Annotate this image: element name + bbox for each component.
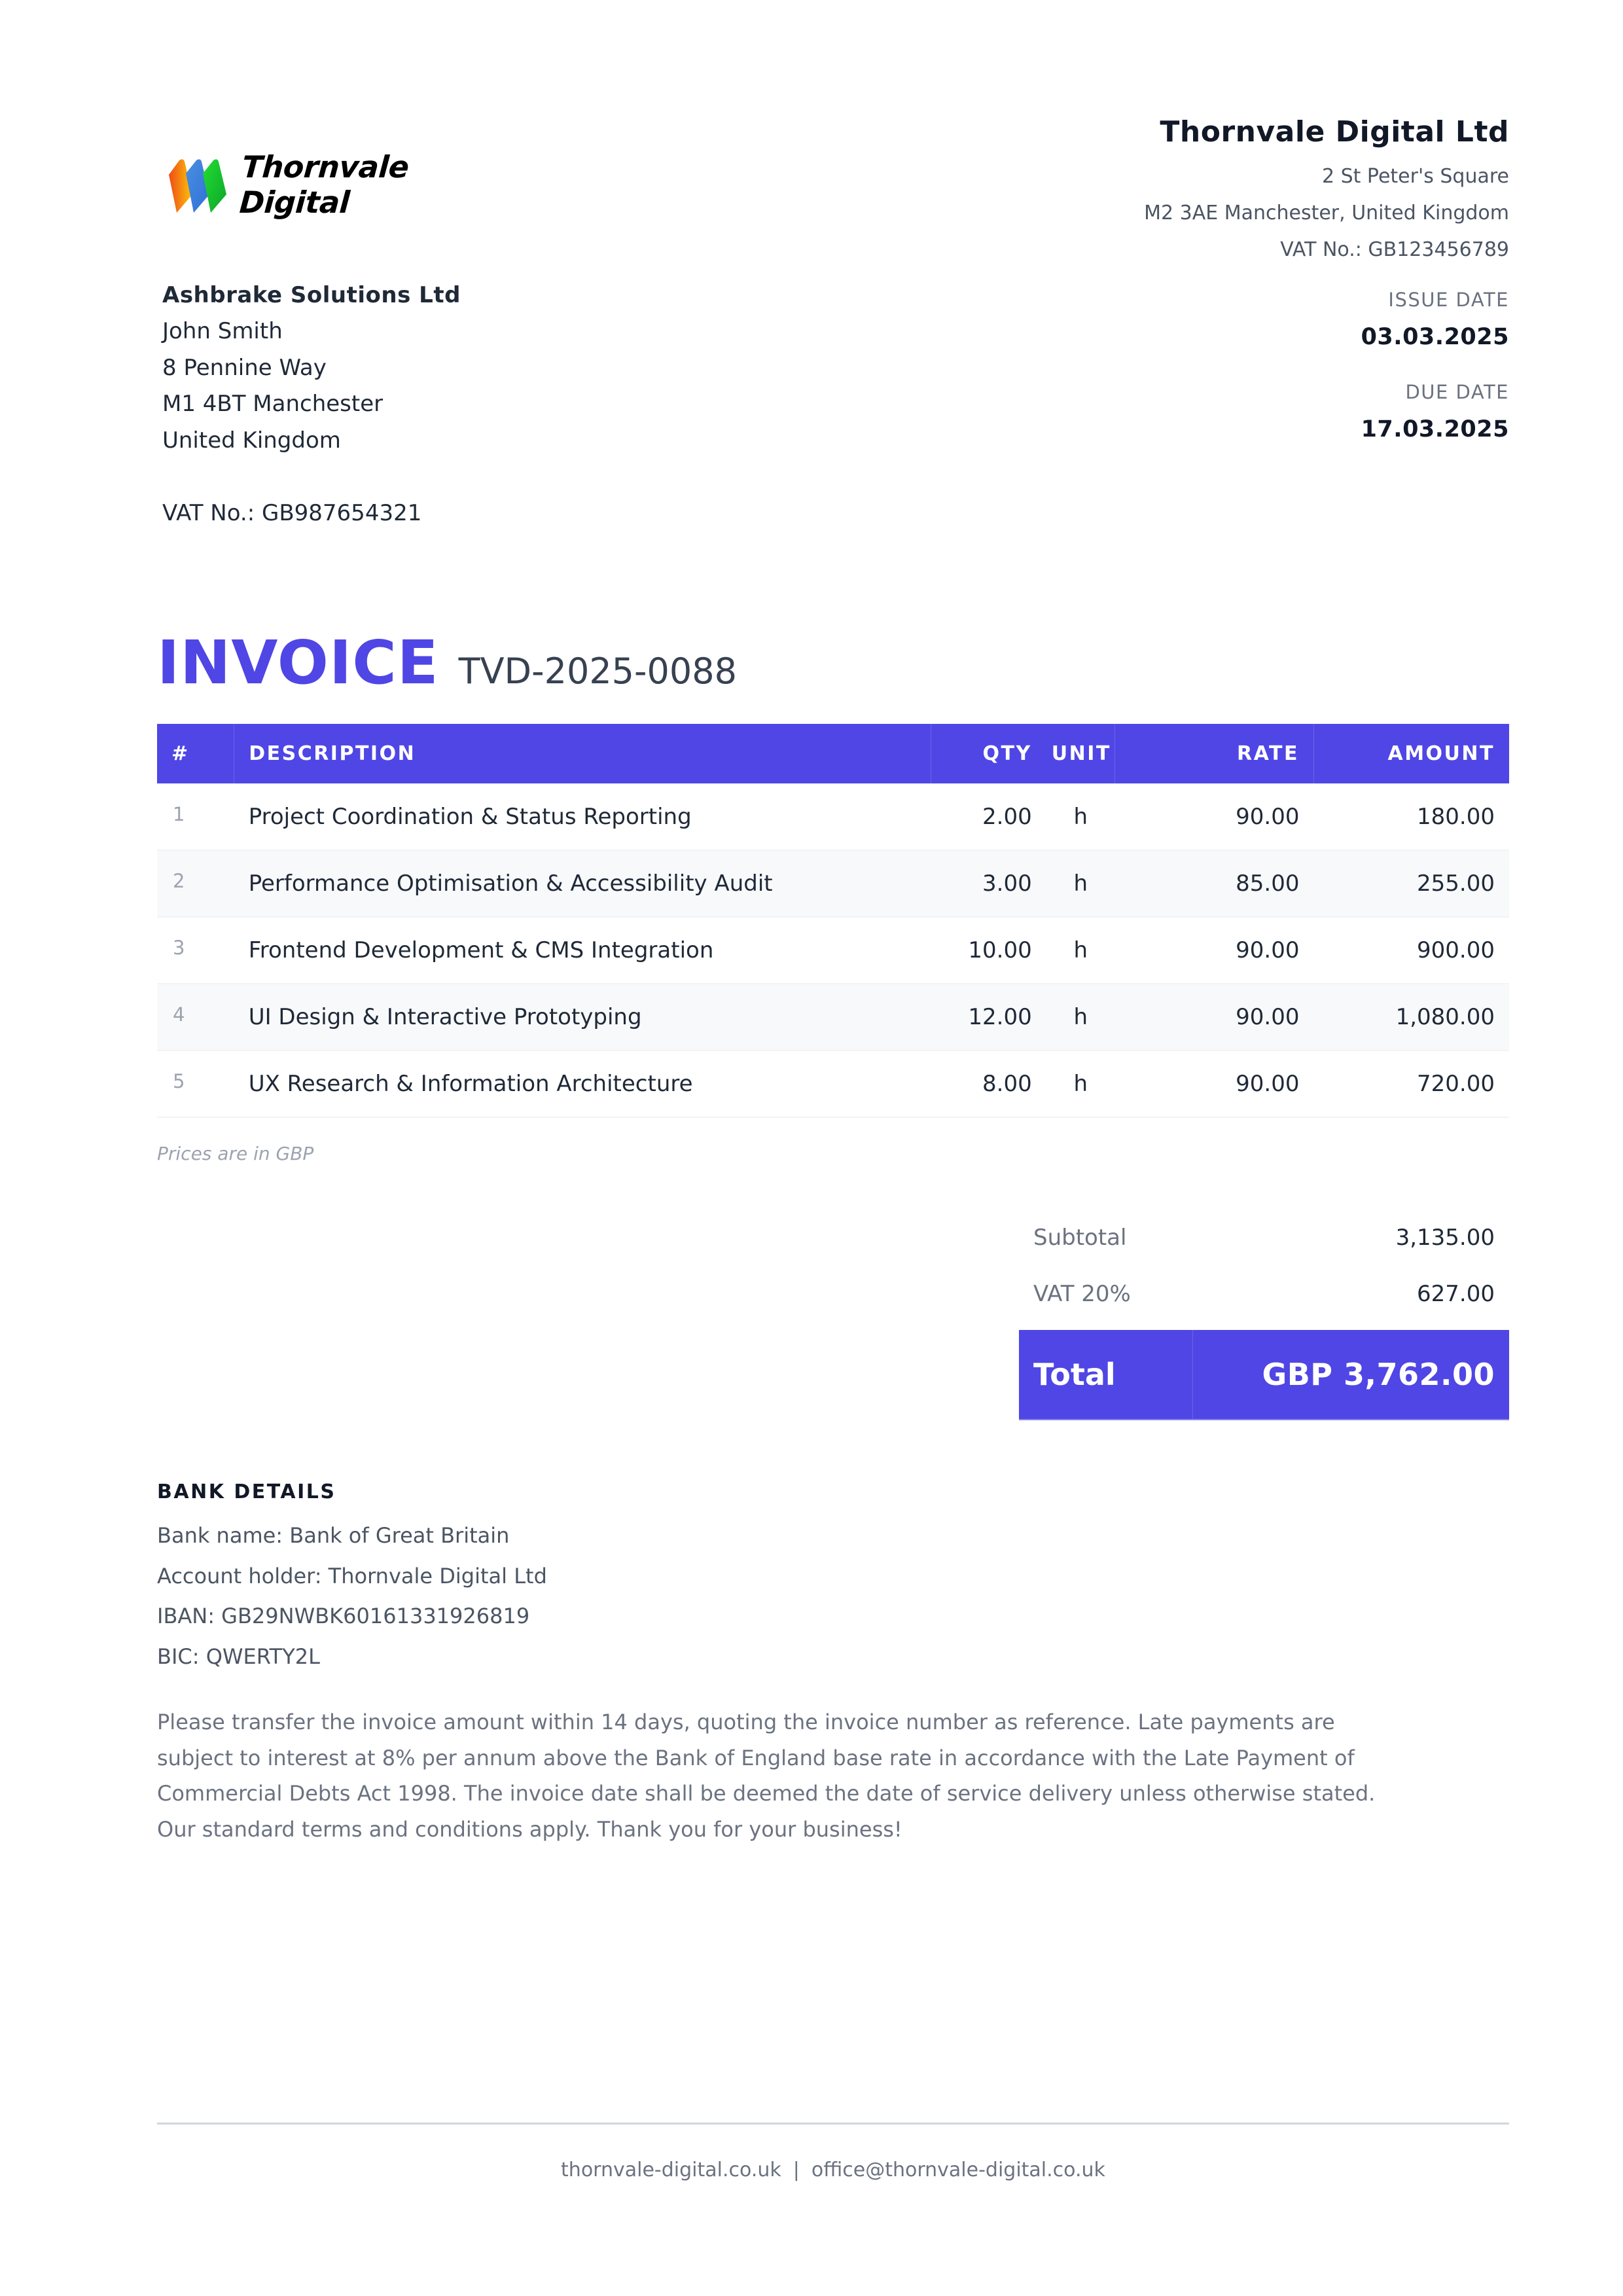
subtotal-row bbox=[1019, 1210, 1509, 1266]
subtotal-value: 3,135.00 bbox=[1395, 1225, 1495, 1251]
row-unit: h bbox=[1046, 984, 1115, 1050]
row-unit: h bbox=[1046, 850, 1115, 917]
terms-line: Our standard terms and conditions apply. Thank you for your business! bbox=[157, 1816, 902, 1842]
row-unit: h bbox=[1046, 917, 1115, 984]
row-index: 2 bbox=[157, 850, 234, 917]
row-index: 4 bbox=[157, 984, 234, 1050]
row-qty: 10.00 bbox=[931, 917, 1046, 984]
column-header-unit: UNIT bbox=[1046, 724, 1115, 783]
row-rate: 85.00 bbox=[1115, 850, 1314, 917]
due-date-block bbox=[1116, 379, 1509, 446]
client-country: United Kingdom bbox=[162, 427, 341, 454]
vat-row bbox=[1019, 1266, 1509, 1322]
table-row bbox=[157, 984, 1509, 1050]
seller-address-line2: M2 3AE Manchester, United Kingdom bbox=[1144, 202, 1509, 224]
row-index: 5 bbox=[157, 1050, 234, 1117]
bic: BIC: QWERTY2L bbox=[157, 1643, 320, 1669]
seller-name: Thornvale Digital Ltd bbox=[1160, 115, 1509, 149]
row-description: Project Coordination & Status Reporting bbox=[234, 783, 931, 850]
currency-note: Prices are in GBP bbox=[157, 1143, 314, 1164]
footer bbox=[157, 2159, 1509, 2181]
footer-website-link[interactable]: thornvale-digital.co.uk bbox=[561, 2159, 781, 2181]
bank-details bbox=[157, 1477, 942, 1677]
client-vat: VAT No.: GB987654321 bbox=[162, 500, 422, 526]
line-items-table bbox=[157, 724, 1509, 1118]
row-amount: 255.00 bbox=[1314, 850, 1510, 917]
row-amount: 1,080.00 bbox=[1314, 984, 1510, 1050]
row-amount: 180.00 bbox=[1314, 783, 1510, 850]
invoice-title: INVOICE bbox=[157, 628, 439, 698]
row-amount: 720.00 bbox=[1314, 1050, 1510, 1117]
grand-total-box bbox=[1019, 1330, 1509, 1420]
iban: IBAN: GB29NWBK60161331926819 bbox=[157, 1604, 530, 1628]
terms-line: Please transfer the invoice amount within 14 days, quoting the invoice number as reference. Late payments are bbox=[157, 1710, 1335, 1734]
row-amount: 900.00 bbox=[1314, 917, 1510, 984]
due-date-value: 17.03.2025 bbox=[1361, 416, 1509, 442]
row-rate: 90.00 bbox=[1115, 917, 1314, 984]
bank-name: Bank name: Bank of Great Britain bbox=[157, 1523, 510, 1548]
invoice-number: TVD-2025-0088 bbox=[458, 651, 737, 692]
client-contact: John Smith bbox=[162, 318, 283, 344]
seller-vat: VAT No.: GB123456789 bbox=[1280, 238, 1509, 261]
client-info bbox=[162, 278, 817, 531]
issue-date-label: ISSUE DATE bbox=[1388, 289, 1509, 311]
row-qty: 2.00 bbox=[931, 783, 1046, 850]
row-unit: h bbox=[1046, 1050, 1115, 1117]
table-row bbox=[157, 783, 1509, 850]
vat-label: VAT 20% bbox=[1033, 1281, 1131, 1307]
due-date-label: DUE DATE bbox=[1405, 381, 1509, 403]
account-holder: Account holder: Thornvale Digital Ltd bbox=[157, 1563, 547, 1588]
total-label: Total bbox=[1019, 1330, 1193, 1419]
row-description: Frontend Development & CMS Integration bbox=[234, 917, 931, 984]
row-unit: h bbox=[1046, 783, 1115, 850]
issue-date-block bbox=[1116, 287, 1509, 353]
total-value: GBP 3,762.00 bbox=[1262, 1357, 1495, 1392]
company-logo bbox=[165, 149, 518, 220]
subtotal-label: Subtotal bbox=[1033, 1225, 1127, 1251]
footer-email-link[interactable]: office@thornvale-digital.co.uk bbox=[811, 2159, 1105, 2181]
seller-info bbox=[855, 113, 1509, 268]
table-row bbox=[157, 850, 1509, 917]
table-header-row bbox=[157, 724, 1509, 783]
vat-value: 627.00 bbox=[1417, 1281, 1495, 1307]
row-qty: 8.00 bbox=[931, 1050, 1046, 1117]
terms-line: subject to interest at 8% per annum above the Bank of England base rate in accordance with the Late Payment of bbox=[157, 1745, 1355, 1770]
footer-divider bbox=[157, 2123, 1509, 2125]
row-description: Performance Optimisation & Accessibility Audit bbox=[234, 850, 931, 917]
invoice-heading bbox=[157, 627, 737, 708]
logo-mark-icon bbox=[165, 155, 237, 214]
table-row bbox=[157, 917, 1509, 984]
row-rate: 90.00 bbox=[1115, 1050, 1314, 1117]
totals-summary bbox=[1019, 1210, 1509, 1322]
column-header-rate: RATE bbox=[1115, 724, 1314, 783]
column-header-index: # bbox=[157, 724, 234, 783]
column-header-qty: QTY bbox=[931, 724, 1046, 783]
footer-separator: | bbox=[793, 2159, 800, 2181]
issue-date-value: 03.03.2025 bbox=[1361, 324, 1509, 350]
seller-address-line1: 2 St Peter's Square bbox=[1321, 165, 1509, 188]
bank-details-title: BANK DETAILS bbox=[157, 1480, 336, 1503]
table-row bbox=[157, 1050, 1509, 1117]
row-index: 3 bbox=[157, 917, 234, 984]
client-company: Ashbrake Solutions Ltd bbox=[162, 282, 461, 308]
column-header-description: DESCRIPTION bbox=[234, 724, 931, 783]
logo-wordmark: Thornvale Digital bbox=[238, 149, 410, 220]
terms-line: Commercial Debts Act 1998. The invoice date shall be deemed the date of service delivery unless otherwise stated. bbox=[157, 1781, 1376, 1806]
row-description: UI Design & Interactive Prototyping bbox=[234, 984, 931, 1050]
row-rate: 90.00 bbox=[1115, 783, 1314, 850]
row-qty: 12.00 bbox=[931, 984, 1046, 1050]
payment-terms bbox=[157, 1704, 1518, 1847]
client-city: M1 4BT Manchester bbox=[162, 391, 383, 417]
row-description: UX Research & Information Architecture bbox=[234, 1050, 931, 1117]
row-rate: 90.00 bbox=[1115, 984, 1314, 1050]
row-index: 1 bbox=[157, 783, 234, 850]
client-street: 8 Pennine Way bbox=[162, 354, 327, 381]
row-qty: 3.00 bbox=[931, 850, 1046, 917]
column-header-amount: AMOUNT bbox=[1314, 724, 1510, 783]
